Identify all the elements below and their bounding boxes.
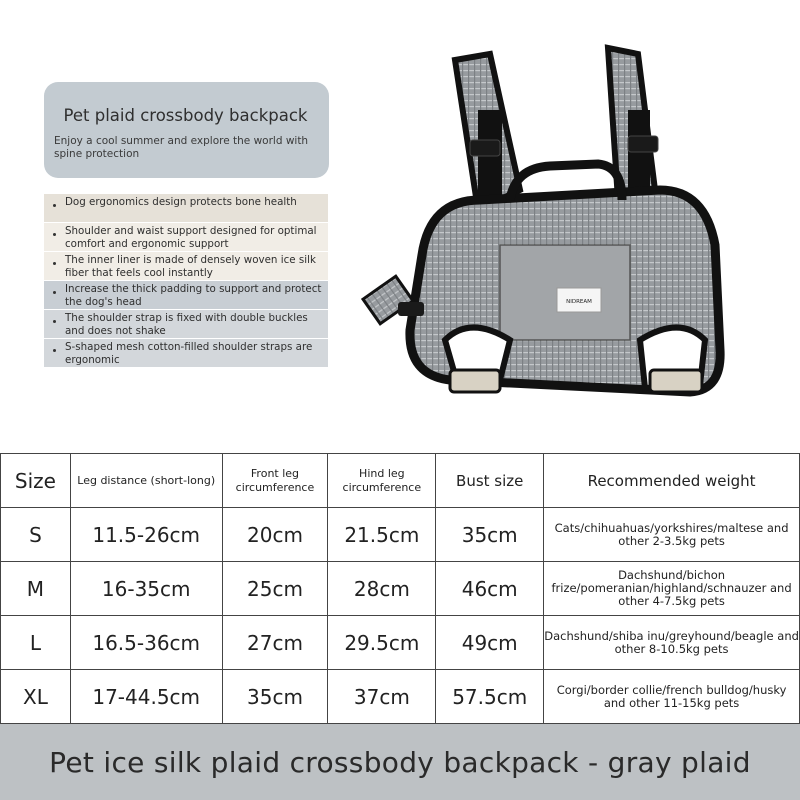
title-card	[44, 82, 329, 178]
cell-size: M	[1, 562, 71, 616]
header-front-leg: Front leg circumference	[222, 454, 328, 508]
header-bust-size: Bust size	[436, 454, 544, 508]
bullet-icon	[53, 204, 56, 207]
feature-item	[44, 310, 328, 338]
cell-size: XL	[1, 670, 71, 724]
feature-text: Dog ergonomics design protects bone health	[65, 196, 297, 208]
table-row	[1, 616, 800, 670]
feature-item	[44, 194, 328, 222]
cell-bust: 46cm	[436, 562, 544, 616]
feature-text: The shoulder strap is fixed with double buckles and does not shake	[65, 312, 308, 337]
size-chart-table	[0, 453, 800, 724]
right-leg-loop	[650, 370, 702, 392]
feature-item	[44, 339, 328, 367]
table-row	[1, 508, 800, 562]
cell-front: 25cm	[222, 562, 328, 616]
left-leg-loop	[450, 370, 500, 392]
cell-front: 27cm	[222, 616, 328, 670]
feature-text: The inner liner is made of densely woven ice silk fiber that feels cool instantly	[65, 254, 316, 279]
right-buckle-icon	[628, 136, 658, 152]
cell-weight: Corgi/border collie/french bulldog/husky and other 11-15kg pets	[544, 670, 800, 724]
feature-text: Increase the thick padding to support and protect the dog's head	[65, 283, 322, 308]
bullet-icon	[53, 291, 56, 294]
brand-label-text: NIDREAM	[566, 299, 592, 305]
cell-front: 35cm	[222, 670, 328, 724]
cell-size: L	[1, 616, 71, 670]
feature-item	[44, 252, 328, 280]
product-subtitle: Enjoy a cool summer and explore the world with spine protection	[54, 135, 309, 160]
cell-size: S	[1, 508, 71, 562]
feature-text: S-shaped mesh cotton-filled shoulder straps are ergonomic	[65, 341, 313, 366]
feature-item	[44, 223, 328, 251]
cell-hind: 29.5cm	[328, 616, 436, 670]
cell-bust: 49cm	[436, 616, 544, 670]
bullet-icon	[53, 320, 56, 323]
cell-hind: 37cm	[328, 670, 436, 724]
cell-bust: 35cm	[436, 508, 544, 562]
feature-list	[44, 194, 328, 368]
left-webbing	[478, 110, 502, 205]
product-image	[360, 40, 780, 420]
cell-leg: 11.5-26cm	[70, 508, 222, 562]
bullet-icon	[53, 349, 56, 352]
feature-text: Shoulder and waist support designed for optimal comfort and ergonomic support	[65, 225, 317, 250]
table-row	[1, 670, 800, 724]
left-buckle-icon	[470, 140, 500, 156]
cell-leg: 16.5-36cm	[70, 616, 222, 670]
cell-weight: Dachshund/bichon frize/pomeranian/highland/schnauzer and other 4-7.5kg pets	[544, 562, 800, 616]
cell-front: 20cm	[222, 508, 328, 562]
footer-title: Pet ice silk plaid crossbody backpack - gray plaid	[49, 745, 751, 779]
cell-weight: Cats/chihuahuas/yorkshires/maltese and other 2-3.5kg pets	[544, 508, 800, 562]
product-title: Pet plaid crossbody backpack	[63, 106, 308, 125]
cell-hind: 28cm	[328, 562, 436, 616]
header-recommended-weight: Recommended weight	[544, 454, 800, 508]
cell-leg: 16-35cm	[70, 562, 222, 616]
bullet-icon	[53, 233, 56, 236]
header-hind-leg: Hind leg circumference	[328, 454, 436, 508]
footer-banner	[0, 724, 800, 800]
cell-hind: 21.5cm	[328, 508, 436, 562]
header-size: Size	[1, 454, 71, 508]
cell-bust: 57.5cm	[436, 670, 544, 724]
table-row	[1, 562, 800, 616]
cell-weight: Dachshund/shiba inu/greyhound/beagle and other 8-10.5kg pets	[544, 616, 800, 670]
bullet-icon	[53, 262, 56, 265]
header-leg-distance: Leg distance (short-long)	[70, 454, 222, 508]
side-buckle-icon	[398, 302, 424, 316]
cell-leg: 17-44.5cm	[70, 670, 222, 724]
feature-item	[44, 281, 328, 309]
side-strap	[363, 276, 413, 324]
table-header-row	[1, 454, 800, 508]
